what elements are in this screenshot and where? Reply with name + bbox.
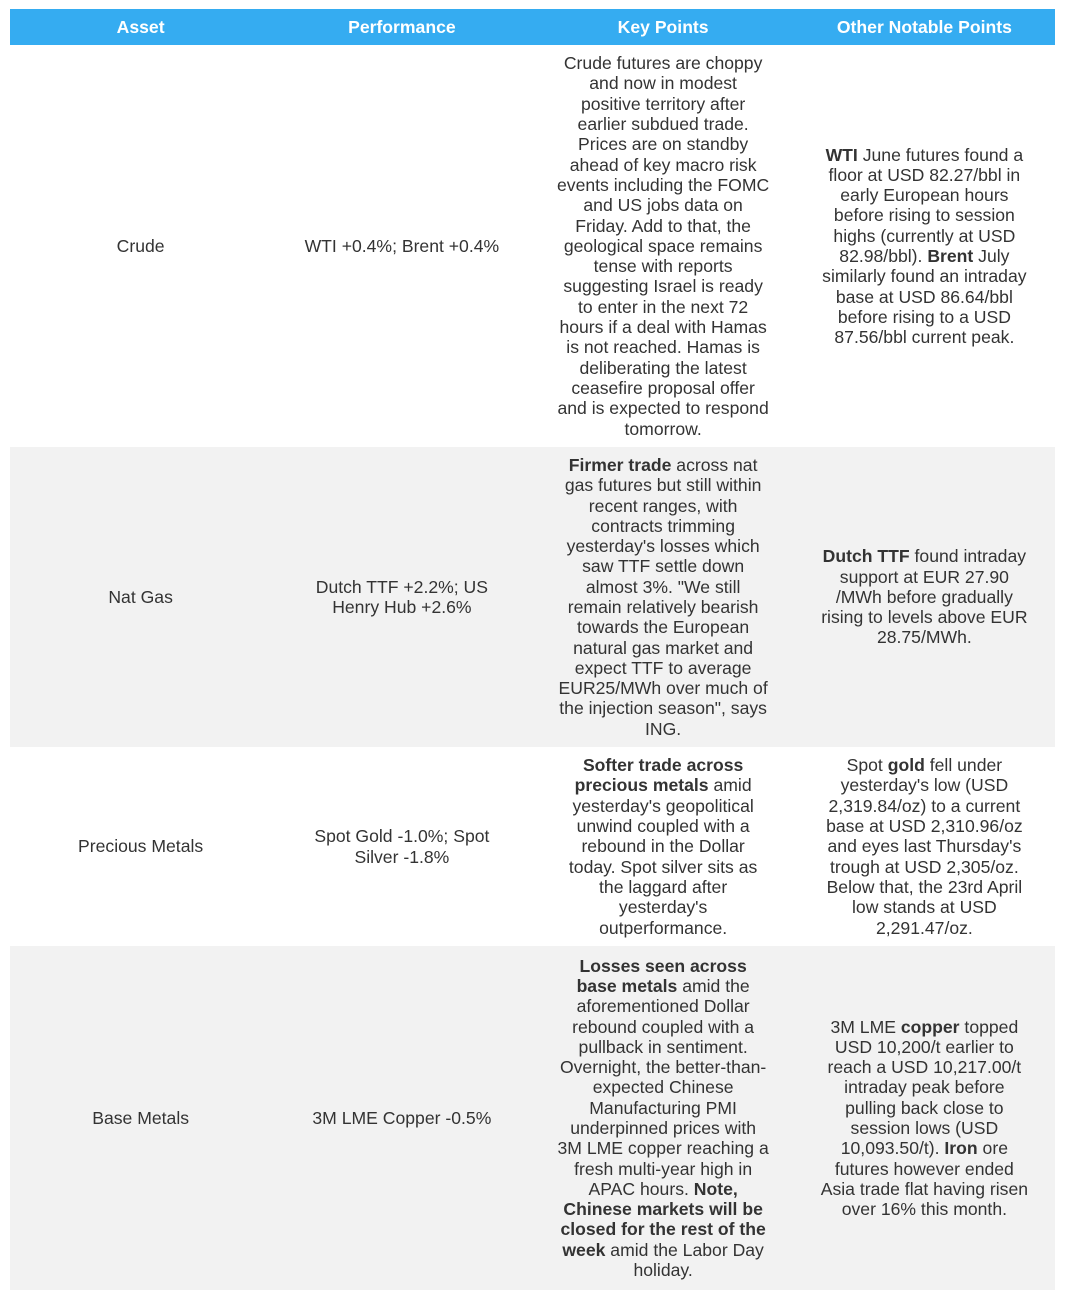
other-notable-points-text (821, 546, 1027, 647)
emphasis-text: Losses seen across base metals (576, 955, 747, 996)
emphasis-text: Softer trade across precious metals (574, 755, 744, 796)
performance-cell (271, 447, 532, 747)
header-other-notable-points-label: Other Notable Points (836, 16, 1012, 37)
key-points-text (559, 455, 768, 739)
table-row-base-metals (10, 946, 1055, 1290)
other-notable-points-text (822, 145, 1026, 348)
emphasis-text: gold (887, 755, 925, 776)
emphasis-text: Brent (927, 246, 974, 266)
other-notable-points-cell (794, 447, 1055, 747)
asset-cell (10, 45, 271, 447)
emphasis-text: Iron (944, 1138, 978, 1159)
asset-name: Base Metals (92, 1107, 190, 1128)
asset-cell (10, 747, 271, 946)
other-points-segment: June futures found a floor at USD 82.27/bbl in early European hours before rising to session highs (currently at USD 82.98/bbl). (828, 144, 1024, 266)
emphasis-text: Note, Chinese markets will be closed for the rest of the week (560, 1178, 766, 1260)
asset-name: Precious Metals (78, 836, 204, 857)
other-points-segment: topped USD 10,200/t earlier to reach a USD 10,217.00/t intraday peak before pulling back close to session lows (USD 10,093.50/t). (827, 1016, 1022, 1159)
other-notable-points-text (821, 1017, 1028, 1220)
key-points-segment: Crude futures are choppy and now in modest positive territory after earlier subdued trade. Prices are on standby ahead of key macro risk events including the FOMC and US jobs data on Friday. Add to that, the geological space remains tense with reports suggesting Israel is ready to enter in the next 72 hours if a deal with Hamas is not reached. Hamas is deliberating the latest ceasefire proposal offer and is expected to respond tomorrow. (557, 53, 770, 439)
performance-cell (271, 946, 532, 1290)
other-points-segment: found intraday support at EUR 27.90 /MWh before gradually rising to levels above EUR 28.75/MWh. (821, 546, 1028, 648)
header-other-notable-points (794, 9, 1055, 45)
table-row-precious-metals (10, 747, 1055, 946)
other-points-segment: 3M LME (830, 1016, 901, 1037)
header-asset (10, 9, 271, 45)
other-points-segment: ore futures however ended Asia trade flat having risen over 16% this month. (820, 1138, 1029, 1220)
key-points-text (558, 956, 769, 1281)
table-header-row (10, 9, 1055, 45)
performance-text: WTI +0.4%; Brent +0.4% (304, 235, 500, 256)
other-notable-points-cell (794, 45, 1055, 447)
other-points-segment: fell under yesterday's low (USD 2,319.84/oz) to a current base at USD 2,310.96/oz and eyes last Thursday's trough at USD 2,305/oz. Below that, the 23rd April low stands at USD 2,291.47/oz. (826, 755, 1023, 938)
key-points-cell (533, 447, 794, 747)
key-points-segment: amid the Labor Day holiday. (610, 1239, 764, 1281)
header-key-points (533, 9, 794, 45)
emphasis-text: Dutch TTF (822, 546, 910, 567)
key-points-segment: across nat gas futures but still within recent ranges, with contracts trimming yesterday's losses which saw TTF settle down almost 3%. "We still remain relatively bearish towards the European natural gas market and expect TTF to average EUR25/MWh over much of the injection season", says ING. (558, 454, 768, 739)
performance-cell (271, 747, 532, 946)
key-points-text (557, 53, 769, 439)
asset-cell (10, 946, 271, 1290)
asset-name: Nat Gas (108, 586, 173, 607)
key-points-text (569, 755, 757, 938)
performance-cell (271, 45, 532, 447)
performance-text: Spot Gold -1.0%; Spot Silver -1.8% (314, 826, 490, 867)
key-points-segment: amid the aforementioned Dollar rebound coupled with a pullback in sentiment. Overnight, the better-than- expected Chinese Manufacturing PMI underpinned prices with 3M LME copper reaching a fresh multi-year high in APAC hours. (557, 975, 769, 1199)
header-asset-label: Asset (116, 16, 165, 37)
asset-cell (10, 447, 271, 747)
header-performance-label: Performance (348, 16, 456, 37)
key-points-segment: amid yesterday's geopolitical unwind coupled with a rebound in the Dollar today. Spot silver sits as the laggard after yesterday's outperformance. (568, 775, 758, 938)
emphasis-text: WTI (825, 144, 858, 165)
emphasis-text: copper (900, 1016, 960, 1037)
other-notable-points-cell (794, 946, 1055, 1290)
other-points-segment: July similarly found an intraday base at USD 86.64/bbl before rising to a USD 87.56/bbl current peak. (822, 246, 1027, 348)
other-notable-points-text (826, 755, 1023, 938)
header-key-points-label: Key Points (617, 16, 709, 37)
asset-name: Crude (116, 235, 165, 256)
table-row-nat-gas (10, 447, 1055, 747)
other-points-segment: Spot (846, 755, 888, 776)
emphasis-text: Firmer trade (568, 454, 672, 475)
key-points-cell (533, 747, 794, 946)
performance-text: 3M LME Copper -0.5% (312, 1107, 492, 1128)
performance-text: Dutch TTF +2.2%; US Henry Hub +2.6% (315, 576, 488, 617)
market-summary-table (10, 9, 1055, 1290)
table-row-crude (10, 45, 1055, 447)
key-points-cell (533, 946, 794, 1290)
header-performance (271, 9, 532, 45)
key-points-cell (533, 45, 794, 447)
other-notable-points-cell (794, 747, 1055, 946)
